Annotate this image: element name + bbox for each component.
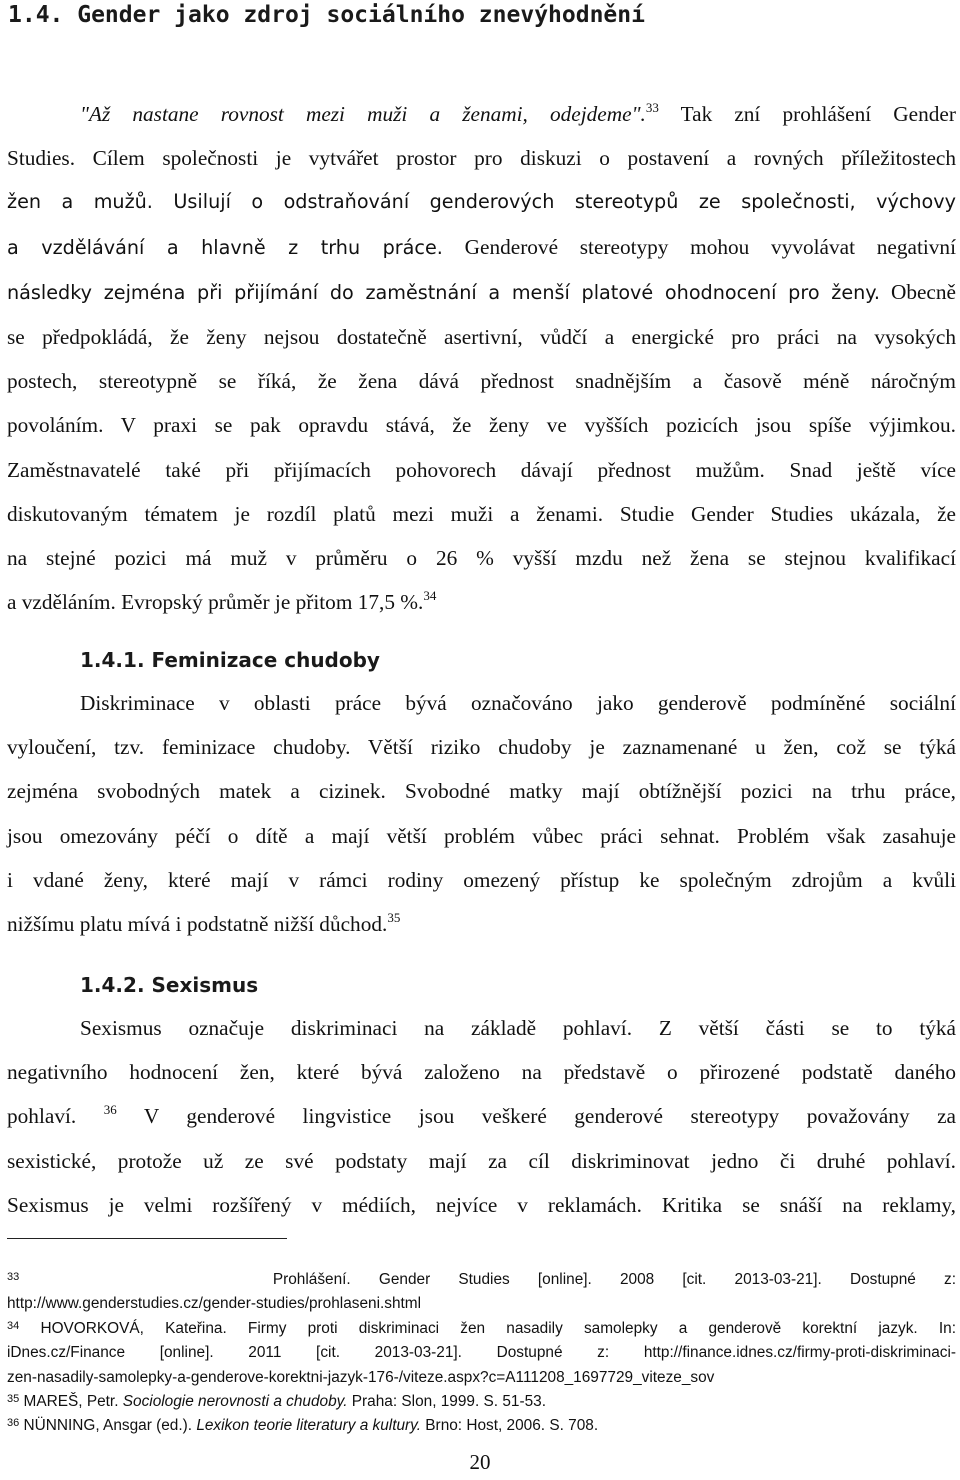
paragraph-sexism (7, 1006, 956, 1227)
footnote-number: 35 (7, 1393, 20, 1406)
footnote-33 (7, 1268, 956, 1292)
subsection-title-feminization: 1.4.1. Feminizace chudoby (80, 648, 380, 672)
footnote-ref-35[interactable]: 35 (387, 910, 401, 926)
text-span: a vzdělávání a hlavně z trhu práce. (7, 235, 443, 259)
footnote-number: 34 (7, 1319, 20, 1332)
text-line (7, 1094, 956, 1138)
text-line: Sexismus označuje diskriminaci na základě pohlaví. Z větší části se to týká (80, 1016, 956, 1040)
footnote-text: Prohlášení. Gender Studies [online]. 2008 [cit. 2013-03-21]. Dostupné z: (272, 1271, 957, 1288)
text-line: sexistické, protože už ze své podstaty mají za cíl diskriminovat jedno či druhé pohlaví. (7, 1148, 956, 1173)
text-line (7, 225, 956, 270)
quote-text: "Až nastane rovnost mezi muži a ženami, odejdeme". (80, 102, 646, 126)
text-line: postech, stereotypně se říká, že žena dává přednost snadnějším a časově méně náročným (7, 369, 956, 394)
text-line: i vdané ženy, které mají v rámci rodiny omezený přístup ke společným zdrojům a kvůli (7, 867, 956, 892)
page-number: 20 (469, 1450, 491, 1474)
footnote-text: Praha: Slon, 1999. S. 51-53. (351, 1393, 546, 1411)
paragraph-feminization (7, 681, 956, 946)
footnote-35 (7, 1390, 956, 1414)
footnote-36 (7, 1414, 956, 1438)
footnote-number: 36 (7, 1417, 20, 1430)
text-line: negativního hodnocení žen, které bývá založeno na představě o přirozené podstatě daného (7, 1060, 956, 1085)
footnote-ref-36[interactable]: 36 (103, 1102, 117, 1118)
text-line: žen a mužů. Usilují o odstraňování genderových stereotypů ze společnosti, výchovy (7, 190, 956, 214)
footnote-title: Lexikon teorie literatury a kultury. (196, 1417, 422, 1435)
text-line: Studies. Cílem společnosti je vytvářet prostor pro diskuzi o postavení a rovných příležitostech (7, 146, 956, 171)
text-line (7, 902, 956, 946)
text-span: Tak zní prohlášení Gender (680, 102, 956, 126)
text-span: pohlaví. (7, 1104, 77, 1129)
text-line: zejména svobodných matek a cizinek. Svobodné matky mají obtížnější pozici na trhu práce, (7, 779, 956, 804)
text-span: V genderové lingvistice jsou veškeré genderové stereotypy považovány za (143, 1104, 956, 1129)
text-line: povoláním. V praxi se pak opravdu stává, že ženy ve vyšších pozicích jsou spíše výjimkou. (7, 413, 956, 438)
text-line: Sexismus je velmi rozšířený v médiích, nejvíce v reklamách. Kritika se snáší na reklamy, (7, 1192, 956, 1217)
footnote-text: Brno: Host, 2006. S. 708. (425, 1417, 599, 1435)
footnote-ref-34[interactable]: 34 (423, 588, 437, 604)
text-line: jsou omezovány péčí o dítě a mají větší problém vůbec práci sehnat. Problém však zasahuje (7, 823, 956, 848)
footnote-link[interactable]: zen-nasadily-samolepky-a-genderove-korektni-jazyk-176-/viteze.aspx?c=A111208_1697729_viteze_sov (7, 1368, 715, 1386)
footnote-text[interactable]: iDnes.cz/Finance [online]. 2011 [cit. 2013-03-21]. Dostupné z: http://finance.idnes.cz/firmy-proti-diskriminaci- (7, 1344, 956, 1362)
subsection-title-sexism: 1.4.2. Sexismus (80, 973, 259, 997)
text-line (7, 92, 956, 136)
footnote-text: HOVORKOVÁ, Kateřina. Firmy proti diskriminaci žen nasadily samolepky a genderově korektní jazyk. In: (40, 1319, 956, 1337)
text-span: Genderové stereotypy mohou vyvolávat negativní (464, 234, 956, 259)
footnote-34 (7, 1317, 956, 1341)
text-line: Diskriminace v oblasti práce bývá označováno jako genderově podmíněné sociální (80, 691, 956, 715)
footnote-separator (7, 1238, 287, 1239)
text-span: následky zejména při přijímání do zaměstnání a menší platové ohodnocení pro ženy. (7, 280, 881, 304)
footnote-number: 33 (7, 1271, 20, 1283)
footnote-author: MAREŠ, Petr. (23, 1393, 119, 1411)
footnote-title: Sociologie nerovnosti a chudoby. (122, 1393, 348, 1411)
text-span: a vzděláním. Evropský průměr je přitom 17,5 %. (7, 590, 424, 615)
text-span: Obecně (890, 279, 956, 304)
text-line: vyloučení, tzv. feminizace chudoby. Větší riziko chudoby je zaznamenané u žen, což se týká (7, 735, 956, 760)
text-line: na stejné pozici má muž v průměru o 26 % vyšší mzdu než žena se stejnou kvalifikací (7, 546, 956, 571)
footnote-ref-33[interactable]: 33 (645, 100, 659, 115)
text-line (7, 270, 956, 315)
footnotes (7, 1268, 956, 1439)
text-line: se předpokládá, že ženy nejsou dostatečně asertivní, vůdčí a energické pro práci na vysokých (7, 325, 956, 350)
paragraph-gender-studies (7, 92, 956, 624)
section-title: 1.4. Gender jako zdroj sociálního znevýhodnění (8, 2, 645, 28)
text-span: nižšímu platu mívá i podstatně nižší důchod. (7, 912, 388, 937)
footnote-link[interactable]: http://www.genderstudies.cz/gender-studies/prohlaseni.shtml (7, 1295, 422, 1313)
footnote-author: NÜNNING, Ansgar (ed.). (23, 1417, 193, 1435)
text-line (7, 580, 956, 624)
text-line: diskutovaným tématem je rozdíl platů mezi muži a ženami. Studie Gender Studies ukázala, že (7, 501, 956, 526)
text-line: Zaměstnavatelé také při přijímacích pohovorech dávají přednost mužům. Snad ještě více (7, 457, 956, 482)
